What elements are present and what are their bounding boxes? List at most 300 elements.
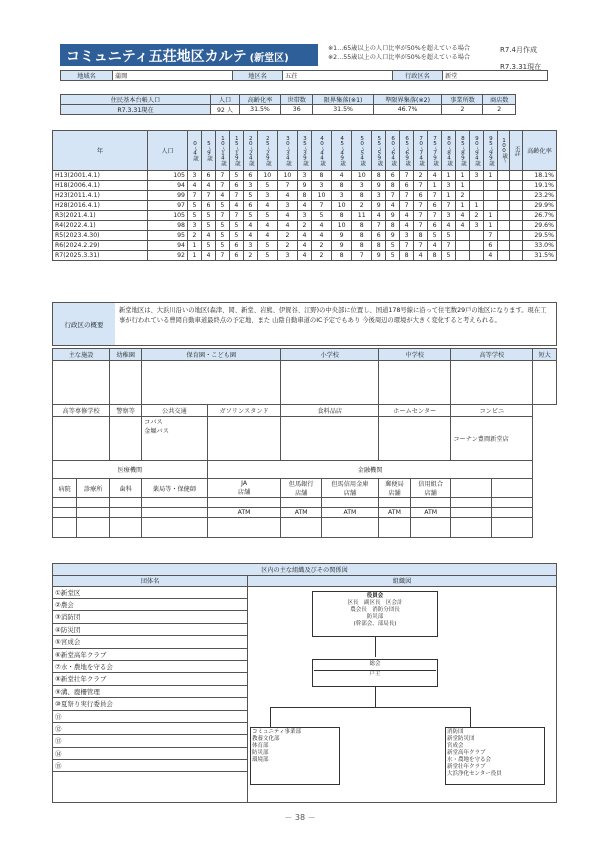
age-cell: 6 <box>483 241 497 251</box>
spacer <box>451 508 492 518</box>
age-cell: 11 <box>352 211 372 221</box>
age-cell <box>497 211 509 221</box>
age-header: 25～29歳 <box>257 131 277 171</box>
age-cell <box>510 221 523 231</box>
age-header: 10～14歳 <box>215 131 229 171</box>
age-cell: 3 <box>243 181 257 191</box>
age-cell: 8 <box>414 231 428 241</box>
facility-header: 小学校 <box>281 349 379 361</box>
spacer <box>492 508 533 518</box>
atm-cell: ATM <box>281 508 321 518</box>
org-assembly-box <box>312 659 438 687</box>
age-cell: 7 <box>229 191 243 201</box>
age-header: 35～39歳 <box>297 131 311 171</box>
facility-cell <box>110 361 142 405</box>
age-cell: 1 <box>483 221 497 231</box>
age-cell: 1 <box>455 201 469 211</box>
notes <box>328 44 470 62</box>
stat-header: 事業所数 <box>442 95 483 105</box>
age-cell: 4 <box>257 231 277 241</box>
org-list-item: ⑭ <box>53 748 247 760</box>
age-cell: 3 <box>277 201 297 211</box>
facility-header: 保育園・こども園 <box>142 349 281 361</box>
age-cell <box>510 241 523 251</box>
age-cell: 10 <box>332 201 352 211</box>
age-cell: 1 <box>483 171 497 181</box>
org-list-item: ⑪ <box>53 711 247 723</box>
age-cell: 2 <box>414 171 428 181</box>
age-cell: 6 <box>229 181 243 191</box>
age-cell: 4 <box>297 231 311 241</box>
age-cell: 6 <box>386 171 400 181</box>
facility-header: 公共交通 <box>142 405 208 417</box>
medical-cell <box>110 498 142 508</box>
age-cell: 5 <box>243 191 257 201</box>
org-list-item: ⑨溝、鹿柵管理 <box>53 686 247 698</box>
stat-header: 世帯数 <box>280 95 312 105</box>
medical-cell <box>142 508 208 518</box>
age-cell: 4 <box>201 231 215 241</box>
orgs-col-chart: 組織図 <box>248 575 557 586</box>
age-cell: 4 <box>215 191 229 201</box>
age-cell: 1 <box>483 211 497 221</box>
age-cell: 3 <box>297 171 311 181</box>
age-cell <box>510 181 523 191</box>
facility-header: 食料品店 <box>281 405 379 417</box>
stats-table <box>60 94 516 115</box>
as-of-date: R7.3.31現在 <box>500 63 542 71</box>
age-cell <box>455 241 469 251</box>
org-list-item: ④防災団 <box>53 624 247 636</box>
age-cell <box>483 181 497 191</box>
age-cell: 1 <box>455 171 469 181</box>
facility-cell <box>142 361 281 405</box>
age-cell: 5 <box>243 211 257 221</box>
age-cell: 1 <box>455 181 469 191</box>
age-cell: 7 <box>277 181 297 191</box>
age-cell: 4 <box>400 221 414 231</box>
finance-cell <box>410 498 450 508</box>
facility-cell <box>53 417 110 461</box>
age-cell: 5 <box>386 241 400 251</box>
age-header: 0～4歳 <box>188 131 202 171</box>
medical-cell <box>77 518 110 538</box>
stat-value: 46.7% <box>373 105 442 115</box>
age-cell: 10 <box>352 171 372 181</box>
table-row <box>53 181 557 191</box>
rate-cell: 18.1% <box>523 171 557 181</box>
bus-cell: コバス 金堀バス <box>142 417 208 461</box>
note-2: ※2…55歳以上の人口比率が50%を超えている場合 <box>328 54 471 61</box>
rate-cell: 31.5% <box>523 251 557 261</box>
age-cell <box>497 171 509 181</box>
age-header: 70～74歳 <box>414 131 428 171</box>
area-info-table <box>60 70 548 81</box>
age-cell: 3 <box>469 221 483 231</box>
age-cell: 7 <box>215 251 229 261</box>
org-chart-cell <box>248 586 557 802</box>
age-cell: 7 <box>442 241 456 251</box>
age-cell: 7 <box>215 181 229 191</box>
age-cell: 3 <box>442 181 456 191</box>
finance-cell <box>321 498 378 508</box>
age-cell: 7 <box>400 191 414 201</box>
medical-cell <box>142 518 208 538</box>
atm-cell: ATM <box>379 508 411 518</box>
age-cell: 3 <box>257 191 277 201</box>
age-cell <box>497 181 509 191</box>
stat-value: 92 人 <box>211 105 240 115</box>
age-cell: 7 <box>215 211 229 221</box>
age-cell: 10 <box>257 171 277 181</box>
age-cell <box>483 201 497 211</box>
age-cell: 6 <box>229 251 243 261</box>
age-cell: 4 <box>311 231 331 241</box>
age-cell: 4 <box>372 211 386 221</box>
age-header: 40～44歳 <box>311 131 331 171</box>
age-cell: 7 <box>414 211 428 221</box>
age-cell: 7 <box>188 191 202 201</box>
rate-cell: 23.2% <box>523 191 557 201</box>
age-cell: 1 <box>442 191 456 201</box>
org-assembly-sub: 戸主 <box>314 670 436 678</box>
age-cell: 8 <box>352 231 372 241</box>
age-cell: 4 <box>428 171 442 181</box>
year-cell: R5(2023.4.30) <box>53 231 148 241</box>
table-row <box>53 231 557 241</box>
district-value: 五荘 <box>283 71 393 81</box>
rate-cell: 29.9% <box>523 201 557 211</box>
age-header: 80～84歳 <box>442 131 456 171</box>
age-cell <box>469 251 483 261</box>
table-row <box>53 211 557 221</box>
overview-text: 新堂地区は、大浜川沿いの地区(森津、岡、新堂、岩熊、伊賀谷、江野)の中央部に位置し、国道178号線に沿って住宅数29戸の地区になります。現在工事が行われている豊岡自動車道最終点の予定地、また 山陰自動車道のIC予定でもあり 今後周辺の環境が大きく変化すると考えられる。 <box>119 307 547 324</box>
age-cell: 5 <box>188 201 202 211</box>
age-cell <box>469 231 483 241</box>
age-cell: 3 <box>372 191 386 201</box>
age-cell: 4 <box>188 181 202 191</box>
stat-header: 準限界集落(※2) <box>373 95 442 105</box>
medical-header: 診療所 <box>77 479 110 498</box>
rate-cell: 26.7% <box>523 211 557 221</box>
age-cell: 5 <box>215 241 229 251</box>
age-cell: 4 <box>277 221 297 231</box>
spacer <box>451 498 492 508</box>
org-list-item: ⑫ <box>53 723 247 735</box>
rate-header: 高齢化率 <box>523 131 557 171</box>
age-cell <box>497 221 509 231</box>
orgs-col-name: 団体名 <box>53 575 248 586</box>
age-cell: 4 <box>297 251 311 261</box>
age-cell: 8 <box>352 241 372 251</box>
age-cell: 4 <box>455 211 469 221</box>
org-affiliates-box: 消防団 新堂防災団 宮成会 新堂高年クラブ 水・農地を守る会 新堂壮年クラブ 大浜浄化センター役員 <box>445 727 545 785</box>
spacer <box>492 518 533 538</box>
atm-cell: ATM <box>321 508 378 518</box>
table-row <box>53 201 557 211</box>
age-cell <box>497 191 509 201</box>
age-cell: 4 <box>483 251 497 261</box>
age-cell: 4 <box>297 241 311 251</box>
stat-value: 36 <box>280 105 312 115</box>
facility-header: 中学校 <box>379 349 451 361</box>
year-cell: H28(2016.4.1) <box>53 201 148 211</box>
age-cell: 1 <box>188 251 202 261</box>
age-cell: 5 <box>257 211 277 221</box>
age-header: 85～89歳 <box>455 131 469 171</box>
age-cell <box>497 231 509 241</box>
stats-label: 住民基本台帳人口 <box>61 95 211 105</box>
connector <box>375 687 376 707</box>
age-cell: 3 <box>297 211 311 221</box>
age-cell: 6 <box>414 191 428 201</box>
age-cell: 3 <box>188 171 202 181</box>
note-1: ※1…65歳以上の人口比率が50%を超えている場合 <box>328 45 471 52</box>
year-cell: R4(2022.4.1) <box>53 221 148 231</box>
org-list-item: ③消防団 <box>53 611 247 623</box>
age-cell: 3 <box>469 171 483 181</box>
age-cell: 3 <box>332 191 352 201</box>
age-header: 100歳～ <box>497 131 509 171</box>
age-cell: 7 <box>414 181 428 191</box>
age-cell: 10 <box>277 171 297 181</box>
year-cell: R3(2021.4.1) <box>53 211 148 221</box>
area-value: 蒲岡 <box>113 71 233 81</box>
age-cell: 9 <box>386 211 400 221</box>
medical-cell <box>53 508 77 518</box>
overview-section <box>52 302 557 346</box>
facility-header: コンビニ <box>451 405 533 417</box>
age-cell: 8 <box>352 191 372 201</box>
age-cell <box>469 181 483 191</box>
age-cell: 5 <box>188 211 202 221</box>
medical-header: 薬局等・保健師 <box>142 479 208 498</box>
org-community-box: コミュニティ事業部 教養文化部 体育部 防災部 環境部 <box>250 727 340 785</box>
age-cell <box>510 251 523 261</box>
medical-cell <box>53 498 77 508</box>
age-cell: 5 <box>229 231 243 241</box>
facility-header: 高等専修学校 <box>53 405 110 417</box>
medical-cell <box>77 508 110 518</box>
org-board-members: 区長 副区長 区会計 農会長 消防分団長 防災部 (幹部会、部局長) <box>347 599 403 627</box>
facility-cell <box>281 361 379 405</box>
stat-value: 2 <box>483 105 516 115</box>
age-cell: 1 <box>428 181 442 191</box>
age-cell: 4 <box>455 221 469 231</box>
pop-cell: 94 <box>148 241 188 251</box>
age-cell: 7 <box>352 251 372 261</box>
age-cell: 7 <box>400 241 414 251</box>
age-cell: 8 <box>332 211 352 221</box>
atm-cell: ATM <box>207 508 281 518</box>
age-header: 30～34歳 <box>277 131 297 171</box>
age-cell: 7 <box>428 211 442 221</box>
population-table <box>52 130 557 261</box>
age-cell: 7 <box>442 201 456 211</box>
org-list-cell <box>53 586 248 802</box>
age-cell: 8 <box>400 251 414 261</box>
page-title: コミュニティ五荘地区カルテ <box>66 49 247 65</box>
org-chart <box>250 587 550 787</box>
facility-cell <box>207 417 281 461</box>
connector <box>470 707 471 727</box>
pop-header: 人口 <box>148 131 188 171</box>
rate-cell: 19.1% <box>523 181 557 191</box>
atm-cell: ATM <box>410 508 450 518</box>
age-cell: 2 <box>352 201 372 211</box>
facility-cell <box>379 361 451 405</box>
age-cell: 9 <box>372 201 386 211</box>
stat-header: 高齢化率 <box>239 95 280 105</box>
age-cell: 2 <box>277 241 297 251</box>
age-cell: 2 <box>297 221 311 231</box>
age-cell: 5 <box>201 241 215 251</box>
org-assembly-title: 総会 <box>369 660 381 667</box>
age-cell: 6 <box>243 201 257 211</box>
age-cell: 5 <box>229 171 243 181</box>
age-cell: 2 <box>311 251 331 261</box>
org-list-item: ⑩夏祭り実行委員会 <box>53 698 247 710</box>
stats-date: R7.3.31現在 <box>61 105 211 115</box>
stat-value: 31.5% <box>313 105 373 115</box>
org-list-item: ⑤宮成会 <box>53 636 247 648</box>
age-cell: 8 <box>311 171 331 181</box>
table-row <box>53 251 557 261</box>
table-row <box>53 171 557 181</box>
created-date: R7.4月作成 <box>500 46 537 54</box>
age-cell: 3 <box>243 241 257 251</box>
age-cell: 8 <box>386 181 400 191</box>
age-header: 5～9歳 <box>201 131 215 171</box>
facility-cell <box>281 417 379 461</box>
facility-cell <box>110 417 142 461</box>
finance-title: 金融機関 <box>207 461 533 479</box>
admin-label: 行政区名 <box>393 71 443 81</box>
page-subtitle: (新堂区) <box>249 53 289 64</box>
facility-cell <box>379 417 451 461</box>
age-cell: 1 <box>188 241 202 251</box>
age-cell: 7 <box>201 191 215 201</box>
age-cell: 7 <box>483 231 497 241</box>
year-cell: H13(2001.4.1) <box>53 171 148 181</box>
age-cell: 8 <box>428 251 442 261</box>
admin-value: 新堂 <box>443 71 548 81</box>
age-header: 60～64歳 <box>386 131 400 171</box>
age-cell: 3 <box>400 231 414 241</box>
year-cell: H23(2011.4.1) <box>53 191 148 201</box>
medical-cell <box>77 498 110 508</box>
age-cell: 9 <box>372 181 386 191</box>
age-cell: 7 <box>386 191 400 201</box>
stat-header: 限界集落(※1) <box>313 95 373 105</box>
age-cell: 10 <box>311 191 331 201</box>
pop-cell: 95 <box>148 231 188 241</box>
age-cell: 6 <box>372 231 386 241</box>
table-row <box>53 191 557 201</box>
age-cell: 4 <box>332 171 352 181</box>
age-header: 15～19歳 <box>229 131 243 171</box>
age-cell: 5 <box>201 221 215 231</box>
age-cell <box>469 241 483 251</box>
facility-header: 短大 <box>533 349 557 361</box>
age-cell: 1 <box>469 201 483 211</box>
finance-cell <box>207 518 281 538</box>
age-cell: 4 <box>386 201 400 211</box>
age-cell: 5 <box>386 251 400 261</box>
age-header: 65～69歳 <box>400 131 414 171</box>
age-cell: 6 <box>400 181 414 191</box>
age-cell <box>483 191 497 201</box>
age-cell: 3 <box>442 211 456 221</box>
age-cell: 2 <box>188 231 202 241</box>
medical-title: 医療機関 <box>53 461 208 479</box>
age-cell: 4 <box>277 211 297 221</box>
age-cell: 5 <box>442 251 456 261</box>
table-row <box>53 241 557 251</box>
medical-cell <box>110 518 142 538</box>
facility-cell <box>533 361 557 405</box>
age-cell: 6 <box>243 171 257 181</box>
age-cell: 5 <box>215 221 229 231</box>
age-cell: 7 <box>414 201 428 211</box>
age-cell: 4 <box>201 251 215 261</box>
age-cell <box>455 251 469 261</box>
age-cell: 9 <box>332 231 352 241</box>
spacer <box>492 479 533 498</box>
age-cell <box>497 201 509 211</box>
age-cell: 3 <box>352 181 372 191</box>
age-cell: 8 <box>352 221 372 231</box>
age-cell: 5 <box>311 211 331 221</box>
age-cell: 8 <box>372 171 386 181</box>
pop-cell: 105 <box>148 211 188 221</box>
age-cell: 4 <box>257 221 277 231</box>
age-cell: 10 <box>332 221 352 231</box>
org-list-item: ⑥新堂高年クラブ <box>53 649 247 661</box>
age-cell: 5 <box>215 201 229 211</box>
age-cell: 4 <box>257 201 277 211</box>
org-list-item: ⑮ <box>53 760 247 772</box>
finance-cell <box>321 518 378 538</box>
age-cell: 5 <box>257 241 277 251</box>
age-cell: 4 <box>297 201 311 211</box>
age-cell: 2 <box>277 231 297 241</box>
age-cell: 4 <box>414 251 428 261</box>
age-cell: 9 <box>386 231 400 241</box>
finance-cell <box>379 498 411 508</box>
age-cell: 8 <box>297 191 311 201</box>
age-cell: 4 <box>400 211 414 221</box>
pop-cell: 99 <box>148 191 188 201</box>
age-cell: 4 <box>311 221 331 231</box>
spacer <box>451 518 492 538</box>
finance-header: 但馬信用金庫 店舗 <box>321 479 378 498</box>
rate-cell: 29.5% <box>523 231 557 241</box>
org-list-item: ①新堂区 <box>53 587 247 599</box>
orgs-title: 区内の主な組織及びその関係図 <box>53 564 557 576</box>
facility-header: 幼稚園 <box>110 349 142 361</box>
age-cell: 3 <box>188 221 202 231</box>
stat-header: 商店数 <box>483 95 516 105</box>
orgs-table <box>52 563 557 803</box>
age-cell: 9 <box>372 251 386 261</box>
page-title-banner <box>60 44 318 66</box>
age-cell: 1 <box>442 171 456 181</box>
rate-cell: 29.6% <box>523 221 557 231</box>
connector <box>375 637 376 657</box>
facilities-table <box>52 348 557 538</box>
spacer <box>492 498 533 508</box>
